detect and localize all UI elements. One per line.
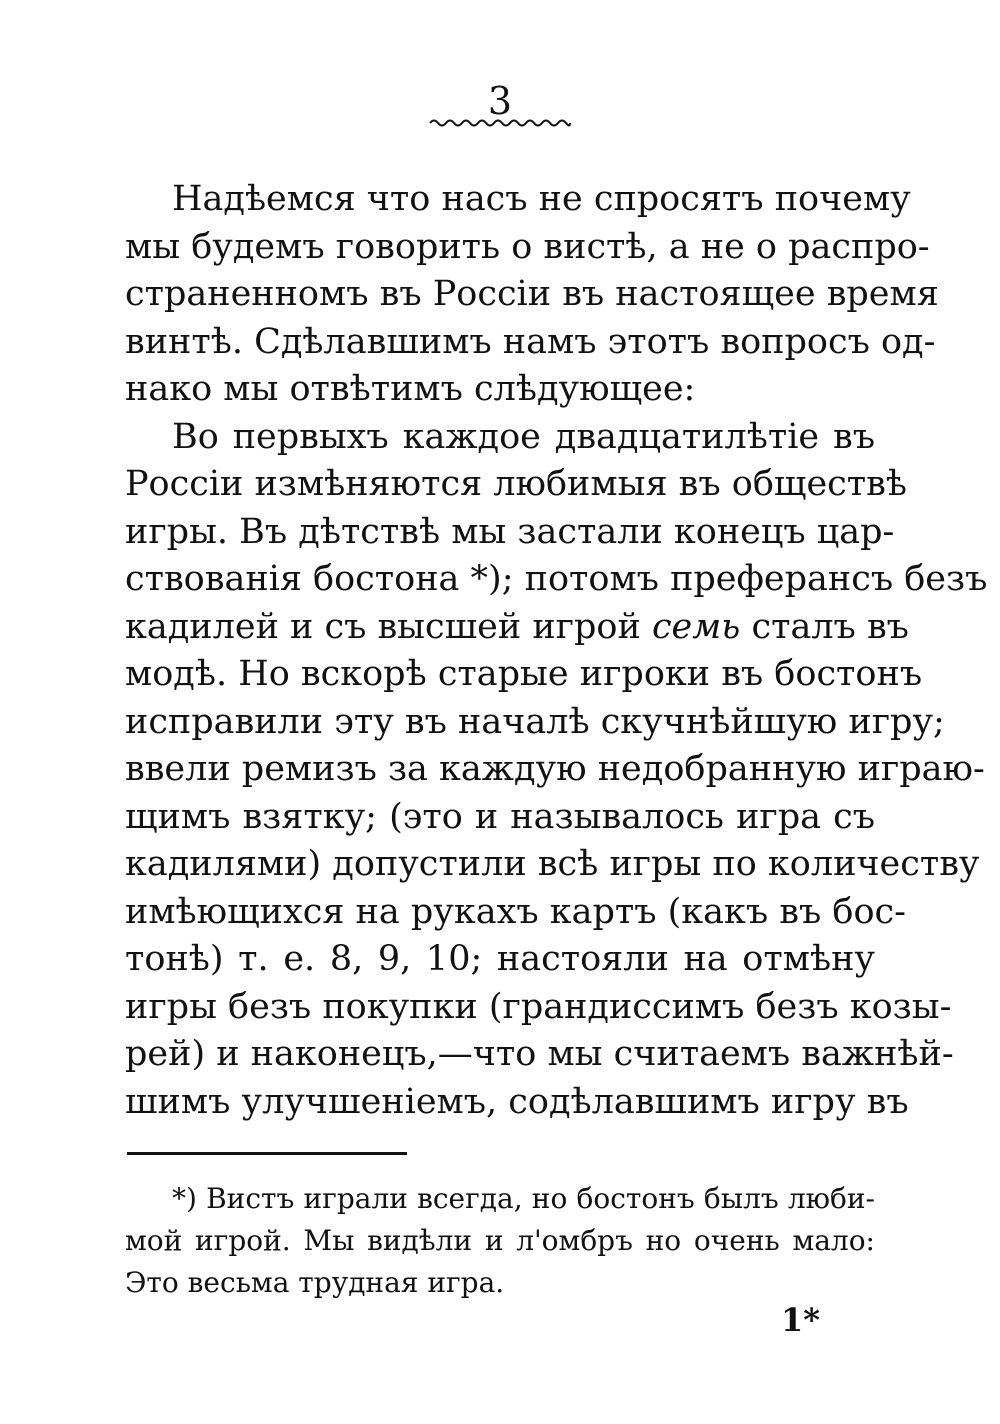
text-line: Во первыхъ каждое двадцатилѣтіе въ (172, 416, 875, 457)
text-line: шимъ улучшеніемъ, содѣлавшимъ игру въ (125, 1081, 909, 1122)
signature-mark: 1* (781, 1301, 820, 1339)
text-line: кадилями) допустили всѣ игры по количеству (125, 844, 980, 884)
text-line: Россіи измѣняются любимыя въ обществѣ (125, 464, 907, 504)
wavy-ornament (428, 114, 572, 132)
text-line: рей) и наконецъ,—что мы считаемъ важнѣй- (125, 1034, 954, 1074)
main-paragraphs (125, 176, 988, 1126)
text-line: игры безъ покупки (грандиссимъ безъ козы- (125, 986, 952, 1027)
footnote-divider (127, 1152, 407, 1155)
text-line: тонѣ) т. е. 8, 9, 10; настояли на отмѣну (125, 939, 875, 979)
footnote-line: мой игрой. Мы видѣли и л'омбръ но очень мало: (125, 1224, 875, 1257)
text-line: страненномъ въ Россіи въ настоящее время (125, 274, 939, 314)
text-line: имѣющихся на рукахъ картъ (какъ въ бос- (125, 891, 906, 932)
footnote-line: *) Вистъ играли всегда, но бостонъ былъ люби- (172, 1182, 875, 1215)
text-line: модѣ. Но вскорѣ старые игроки въ бостонъ (125, 654, 923, 694)
text-segment: сталъ въ (751, 606, 909, 647)
text-segment: кадилей и съ высшей игрой (125, 606, 641, 647)
text-line: Надѣемся что насъ не спросятъ почему (172, 179, 911, 219)
text-line: щимъ взятку; (это и называлось игра съ (125, 796, 875, 837)
text-line-with-italic (125, 604, 909, 652)
text-line: нако мы отвѣтимъ слѣдующее: (125, 369, 696, 409)
text-line: игры. Въ дѣтствѣ мы застали конецъ цар- (125, 511, 895, 552)
text-line: винтѣ. Сдѣлавшимъ намъ этотъ вопросъ од- (125, 321, 936, 362)
text-line: ввели ремизъ за каждую недобранную играю- (125, 749, 985, 789)
footnote-line: Это весьма трудная игра. (125, 1266, 505, 1299)
text-line: ствованія бостона *); потомъ преферансъ безъ (125, 559, 988, 599)
page-number: 3 (487, 79, 513, 123)
italic-word: семь (651, 606, 741, 647)
text-line: мы будемъ говорить о вистѣ, а не о распро- (125, 226, 930, 267)
text-line: исправили эту въ началѣ скучнѣйшую игру; (125, 701, 945, 742)
footnote (125, 1178, 875, 1304)
